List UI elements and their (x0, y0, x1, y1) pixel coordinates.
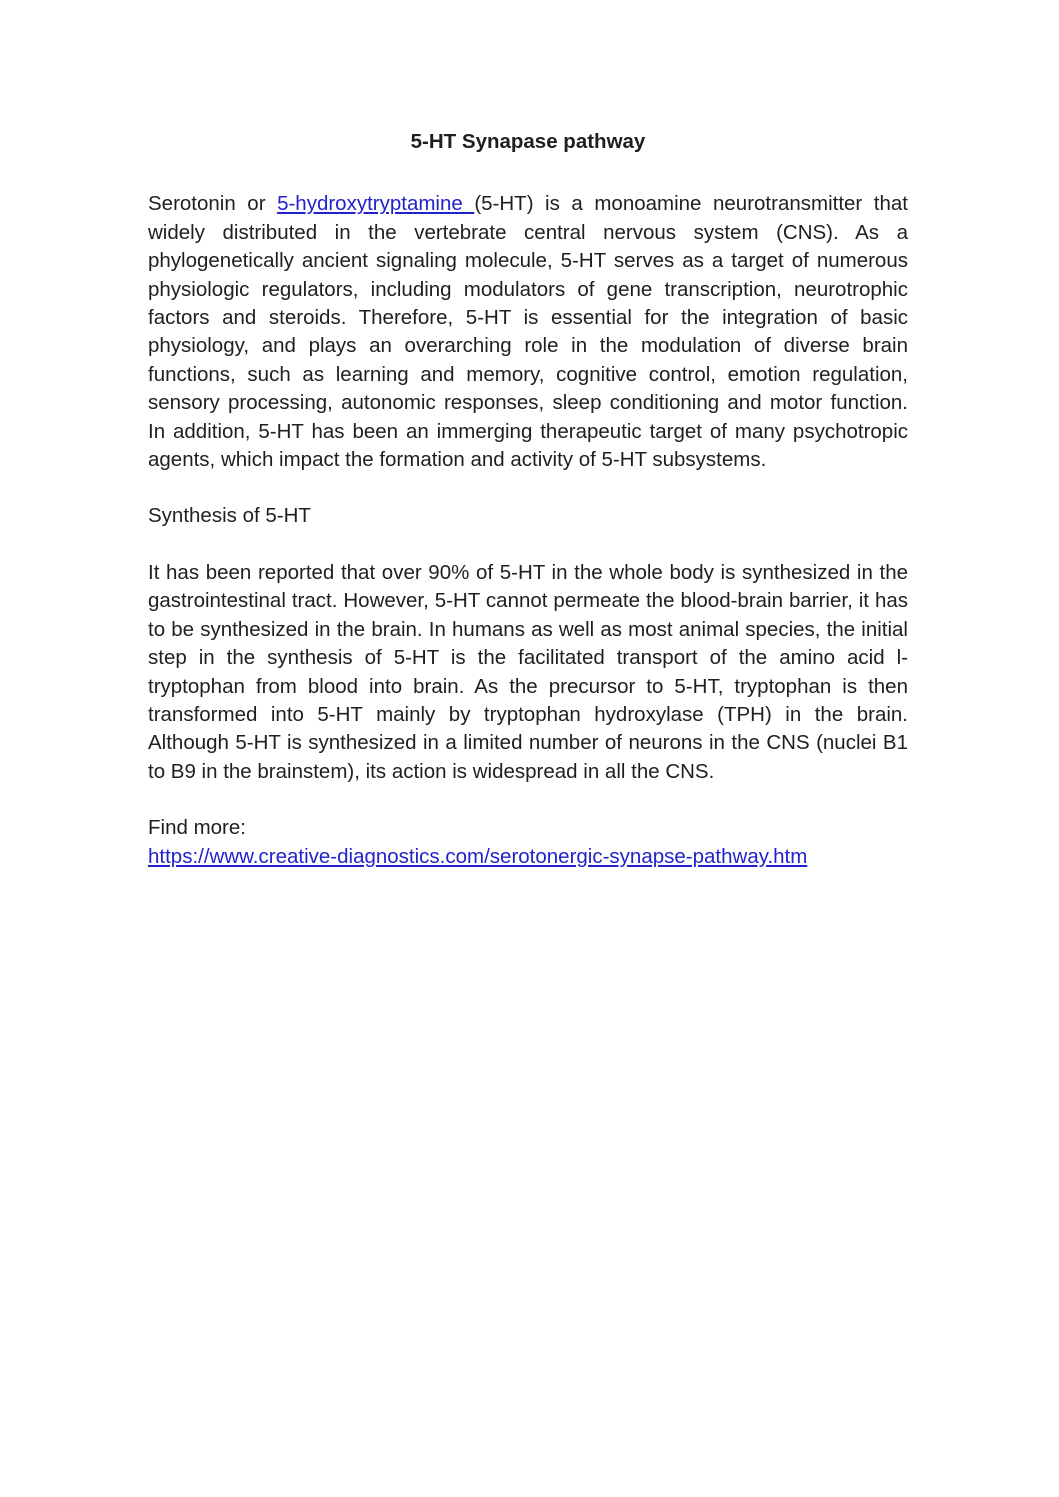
find-more-link[interactable]: https://www.creative-diagnostics.com/serotonergic-synapse-pathway.htm (148, 844, 808, 868)
document-content (148, 128, 908, 871)
section-heading-synthesis: Synthesis of 5-HT (148, 504, 311, 528)
find-more-block (148, 814, 908, 871)
intro-paragraph (148, 190, 908, 474)
find-more-label: Find more: (148, 816, 246, 840)
document-title: 5-HT Synapase pathway (410, 130, 646, 153)
intro-text-before-link: Serotonin or (148, 192, 278, 216)
hydroxytryptamine-link[interactable]: 5-hydroxytryptamine (277, 192, 475, 216)
intro-text-after-link: (5-HT) is a monoamine neurotransmitter that widely distributed in the vertebrate central nervous system (CNS). As a phylogenetically ancient signaling molecule, 5-HT serves as a target of numerous physiologic regulators, including modulators of gene transcription, neurotrophic factors and steroids. Therefore, 5-HT is essential for the integration of basic physiology, and plays an overarching role in the modulation of diverse brain functions, such as learning and memory, cognitive control, emotion regulation, sensory processing, autonomic responses, sleep conditioning and motor function. In addition, 5-HT has been an immerging therapeutic target of many psychotropic agents, which impact the formation and activity of 5-HT subsystems. (148, 192, 908, 472)
synthesis-paragraph: It has been reported that over 90% of 5-HT in the whole body is synthesized in the gastrointestinal tract. However, 5-HT cannot permeate the blood-brain barrier, it has to be synthesized in the brain. In humans as well as most animal species, the initial step in the synthesis of 5-HT is the facilitated transport of the amino acid l-tryptophan from blood into brain. As the precursor to 5-HT, tryptophan is then transformed into 5-HT mainly by tryptophan hydroxylase (TPH) in the brain. Although 5-HT is synthesized in a limited number of neurons in the CNS (nuclei B1 to B9 in the brainstem), its action is widespread in all the CNS. (148, 560, 908, 783)
find-more-url-line (148, 843, 908, 871)
